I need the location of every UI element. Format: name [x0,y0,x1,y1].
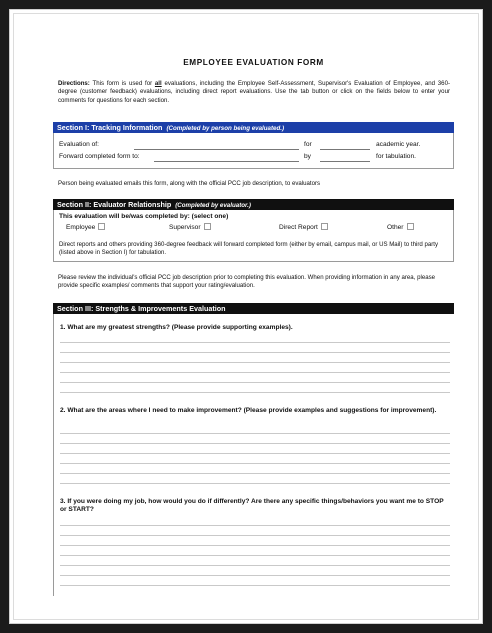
answer-2-line[interactable] [60,453,450,454]
answer-3-line[interactable] [60,555,450,556]
option-employee[interactable] [66,223,105,231]
by-date-field[interactable] [320,161,370,162]
section1-body [53,133,454,169]
evaluation-form [53,50,454,596]
answer-1-line[interactable] [60,372,450,373]
answer-3-line[interactable] [60,525,450,526]
email-note: Person being evaluated emails this form, along with the official PCC job description, to evaluators [58,180,321,187]
other-checkbox[interactable] [407,223,414,230]
forward-to-label: Forward completed form to: [59,153,140,160]
answer-1-line[interactable] [60,392,450,393]
answer-3-line[interactable] [60,585,450,586]
answer-1-line[interactable] [60,382,450,383]
question-3: 3. If you were doing my job, how would you do if differently? Are there any specific things/behaviors you want me to STOP or START? [60,498,444,514]
directions-emphasis: all [154,80,162,87]
section2-body [53,210,454,262]
section1-header [53,122,454,133]
option-supervisor[interactable] [169,223,211,231]
review-note: Please review the individual's official PCC job description prior to completing this evaluation. When providing information in any area, please provide specific examples/ comments that support your rating/evaluation. [58,274,436,290]
answer-1-line[interactable] [60,362,450,363]
evaluation-of-label: Evaluation of: [59,141,99,148]
option-direct-report-label: Direct Report [279,224,318,231]
option-other-label: Other [387,224,404,231]
section3-title: Section III: Strengths & Improvements Evaluation [57,304,226,313]
section2-header [53,199,454,210]
academic-year-label: academic year. [376,141,421,148]
answer-3-line[interactable] [60,565,450,566]
academic-year-field[interactable] [320,149,370,150]
section3-body [53,314,454,596]
question-1: 1. What are my greatest strengths? (Please provide supporting examples). [60,324,293,331]
evaluation-of-field[interactable] [134,149,299,150]
answer-3-line[interactable] [60,535,450,536]
answer-2-line[interactable] [60,433,450,434]
section2-note: (Completed by evaluator.) [175,202,251,209]
directions-line1-pre: This form is used for [89,80,155,87]
answer-2-line[interactable] [60,483,450,484]
option-direct-report[interactable] [279,223,328,231]
answer-3-line[interactable] [60,545,450,546]
section2-title: Section II: Evaluator Relationship [57,200,172,209]
page-frame [9,9,483,624]
option-supervisor-label: Supervisor [169,224,201,231]
supervisor-checkbox[interactable] [204,223,211,230]
forward-note: Direct reports and others providing 360-degree feedback will forward completed form (either by email, campus mail, or US Mail) to third party (listed above in Section I) for tabulation. [59,241,438,257]
answer-2-line[interactable] [60,463,450,464]
directions-line1-post: evaluations, including the Employee Self-Assessment, Supervisor's Evaluation of Employee, and 360-degree (customer feedback) evaluations, including direct report evaluations. Use the tab button or click on the fields below to enter your comments for questions for each section. [58,80,450,104]
tabulation-label: for tabulation. [376,153,416,160]
answer-3-line[interactable] [60,575,450,576]
by-label: by [304,153,311,160]
section3-header [53,303,454,314]
answer-1-line[interactable] [60,352,450,353]
option-other[interactable] [387,223,414,231]
answer-2-line[interactable] [60,443,450,444]
employee-checkbox[interactable] [98,223,105,230]
answer-1-line[interactable] [60,342,450,343]
directions-label: Directions: [58,80,90,87]
forward-to-field[interactable] [154,161,299,162]
section1-title: Section I: Tracking Information [57,123,163,132]
for-label: for [304,141,312,148]
directions-text [58,80,450,105]
form-title: EMPLOYEE EVALUATION FORM [183,58,324,67]
question-2: 2. What are the areas where I need to make improvement? (Please provide examples and suggestions for improvement). [60,407,437,414]
completed-by-label: This evaluation will be/was completed by: (select one) [59,213,229,220]
direct-report-checkbox[interactable] [321,223,328,230]
answer-2-line[interactable] [60,473,450,474]
option-employee-label: Employee [66,224,96,231]
section1-note: (Completed by person being evaluated.) [166,125,285,132]
